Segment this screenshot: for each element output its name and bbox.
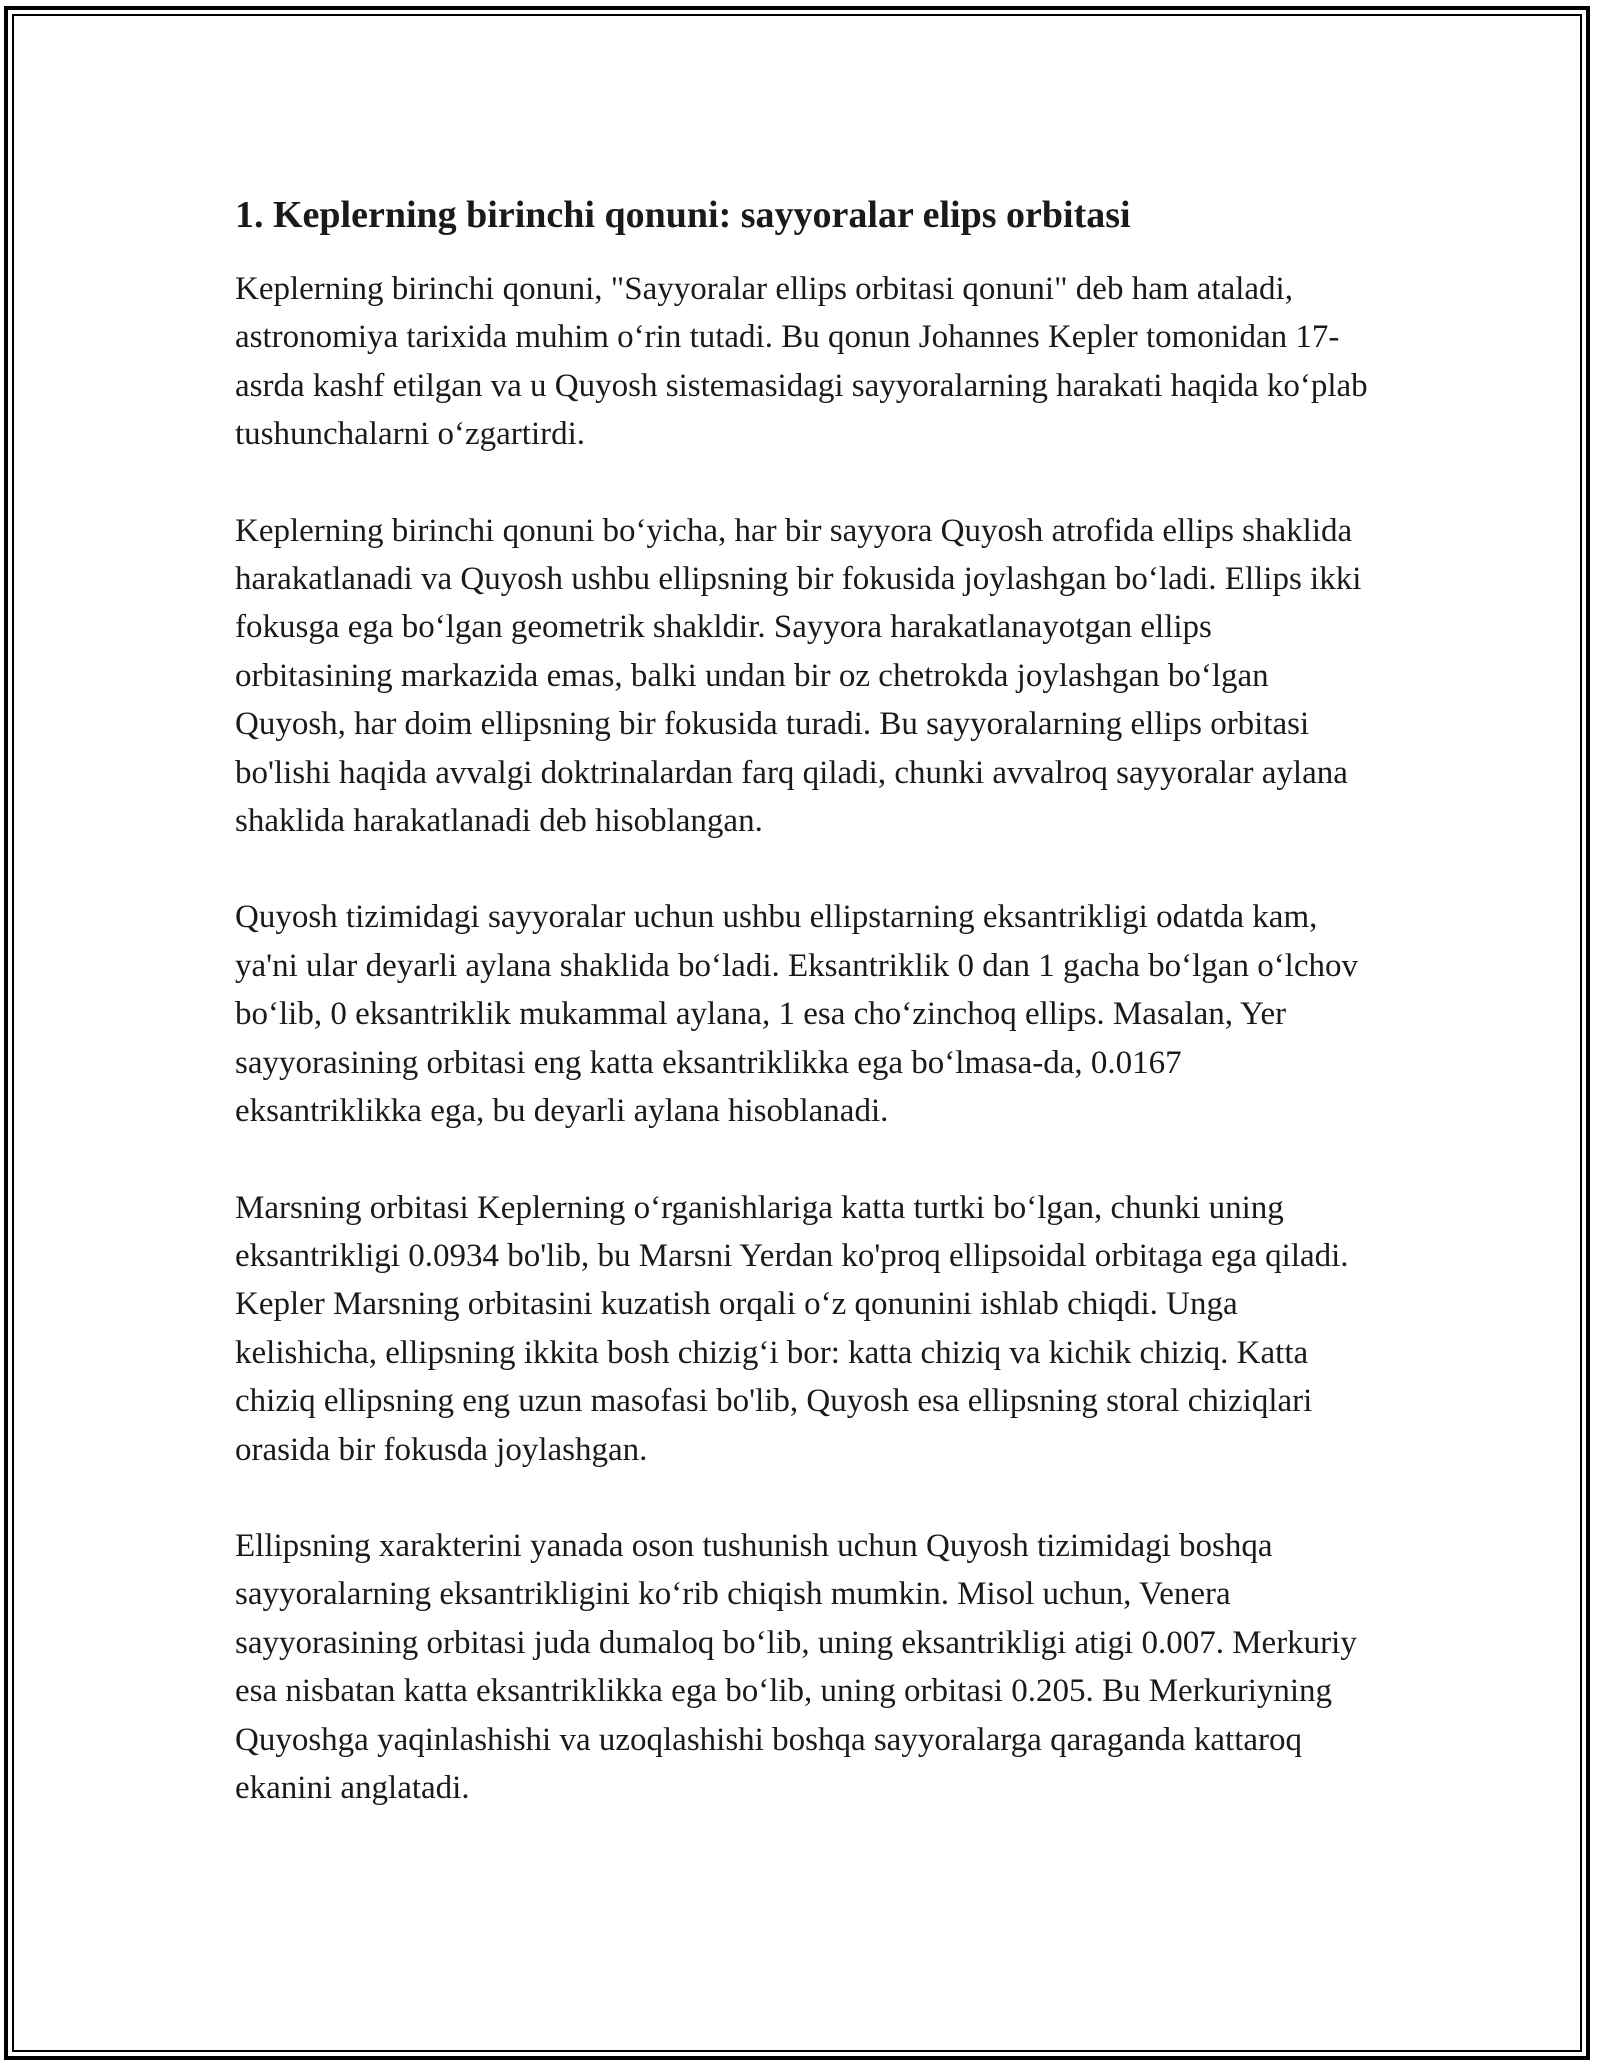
- document-body: [235, 185, 1375, 1860]
- paragraph-5: Ellipsning xarakterini yanada oson tushunish uchun Quyosh tizimidagi boshqa sayyoralarning eksantrikligini ko‘rib chiqish mumkin. Misol uchun, Venera sayyorasining orbitasi juda dumaloq bo‘lib, uning eksantrikligi atigi 0.007. Merkuriy esa nisbatan katta eksantriklikka ega bo‘lib, uning orbitasi 0.205. Bu Merkuriyning Quyoshga yaqinlashishi va uzoqlashishi boshqa sayyoralarga qaraganda kattaroq ekanini anglatadi.: [235, 1527, 1357, 1806]
- paragraph-1: Keplerning birinchi qonuni, "Sayyoralar ellips orbitasi qonuni" deb ham ataladi, astronomiya tarixida muhim o‘rin tutadi. Bu qonun Johannes Kepler tomonidan 17-asrda kashf etilgan va u Quyosh sistemasidagi sayyoralarning harakati haqida ko‘plab tushunchalarni o‘zgartirdi.: [235, 271, 1368, 453]
- paragraph-4: Marsning orbitasi Keplerning o‘rganishlariga katta turtki bo‘lgan, chunki uning eksantrikligi 0.0934 bo'lib, bu Marsni Yerdan ko'proq ellipsoidal orbitaga ega qiladi. Kepler Marsning orbitasini kuzatish orqali o‘z qonunini ishlab chiqdi. Unga kelishicha, ellipsning ikkita bosh chizig‘i bor: katta chiziq va kichik chiziq. Katta chiziq ellipsning eng uzun masofasi bo'lib, Quyosh esa ellipsning storal chiziqlari orasida bir fokusda joylashgan.: [235, 1189, 1349, 1468]
- paragraph-2: Keplerning birinchi qonuni bo‘yicha, har bir sayyora Quyosh atrofida ellips shaklida harakatlanadi va Quyosh ushbu ellipsning bir fokusida joylashgan bo‘ladi. Ellips ikki fokusga ega bo‘lgan geometrik shakldir. Sayyora harakatlanayotgan ellips orbitasining markazida emas, balki undan bir oz chetrokda joylashgan bo‘lgan Quyosh, har doim ellipsning bir fokusida turadi. Bu sayyoralarning ellips orbitasi bo'lishi haqida avvalgi doktrinalardan farq qiladi, chunki avvalroq sayyoralar aylana shaklida harakatlanadi deb hisoblangan.: [235, 512, 1362, 840]
- paragraph-3: Quyosh tizimidagi sayyoralar uchun ushbu ellipstarning eksantrikligi odatda kam, ya'ni ular deyarli aylana shaklida bo‘ladi. Eksantriklik 0 dan 1 gacha bo‘lgan o‘lchov bo‘lib, 0 eksantriklik mukammal aylana, 1 esa cho‘zinchoq ellips. Masalan, Yer sayyorasining orbitasi eng katta eksantriklikka ega bo‘lmasa-da, 0.0167 eksantriklikka ega, bu deyarli aylana hisoblanadi.: [235, 899, 1358, 1130]
- section-heading: 1. Keplerning birinchi qonuni: sayyoralar elips orbitasi: [235, 194, 1131, 236]
